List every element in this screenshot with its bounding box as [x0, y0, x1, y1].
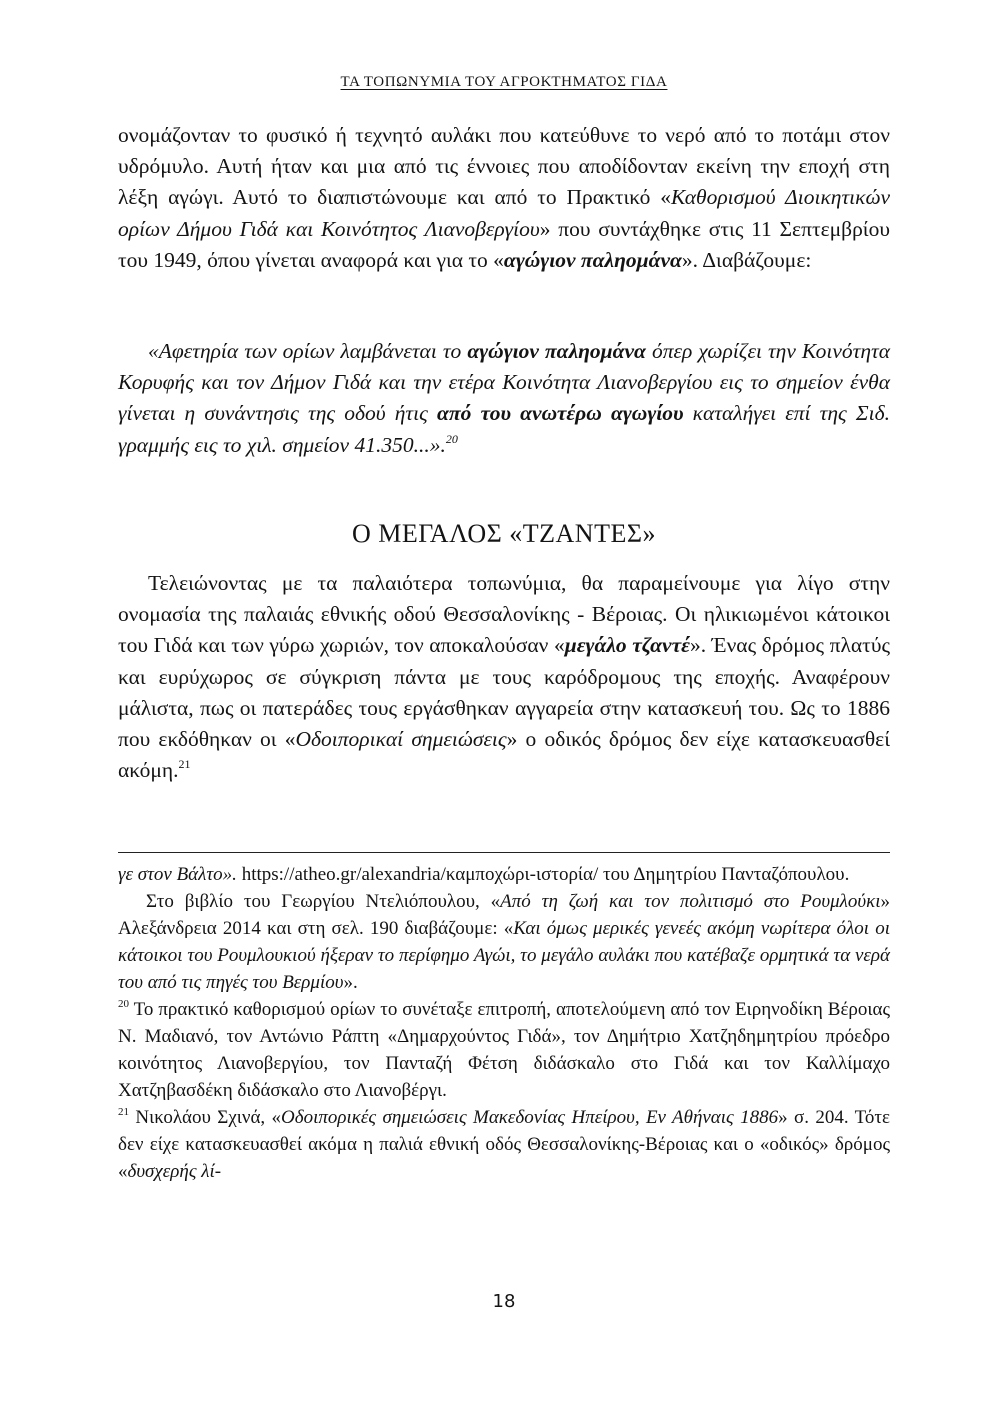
page-number: 18 [492, 1291, 516, 1312]
text-run: «Αφετηρία των ορίων λαμβάνεται το [148, 339, 468, 363]
footnote-ref-21: 21 [178, 757, 191, 772]
italic-text-run: Και όμως μερικές γενεές ακόμη νωρίτερα όλοι οι κάτοικοι του Ρουμλουκιού ήξεραν το περίφημο Αγώι, το μεγάλο αυλάκι που κατέβαζε ορμητικά τα νερά του από τις πηγές του Βερμίου [118, 918, 891, 993]
text-run: » σ. 204. Τότε δεν είχε κατασκευασθεί ακόμα η παλιά εθνική οδός Θεσσαλονίκης-Βέροιας και ο «οδικός» δρόμος « [118, 1107, 891, 1182]
italic-text-run: Οδοιπορικαί σημειώσεις [295, 727, 507, 752]
section-heading: Ο ΜΕΓΑΛΟΣ «ΤΖΑΝΤΕΣ» [352, 519, 656, 548]
bold-text-run: αγώγιον παληομάνα [467, 339, 646, 363]
bold-text-run: από του ανωτέρω αγωγίου [436, 401, 684, 426]
italic-text-run: γε στον Βάλτο». [118, 864, 237, 885]
text-run: » ο οδικός δρόμος δεν είχε κατασκευασθεί ακόμη. [118, 727, 890, 783]
italic-text-run: Από τη ζωή και τον πολιτισμό στο Ρουμλούκι [500, 891, 881, 912]
block-quote [118, 336, 890, 461]
footnote-continuation [118, 861, 890, 888]
footnote-21 [118, 1104, 890, 1185]
text-run: ». Διαβάζουμε: [681, 247, 812, 272]
text-run: » Αλεξάνδρεια 2014 και στη σελ. 190 διαβάζουμε: « [118, 891, 891, 939]
footnote-ref-20: 20 [445, 431, 458, 446]
body-paragraph-2 [118, 568, 890, 786]
body-paragraph-1 [118, 120, 890, 276]
italic-text-run: Οδοιπορικές σημειώσεις Μακεδονίας Ηπείρου, Εν Αθήναις 1886 [281, 1107, 779, 1128]
footnote-divider [118, 852, 890, 853]
footnote-number: 21 [118, 1106, 129, 1118]
bold-italic-text-run: μεγάλο τζαντέ [564, 633, 690, 658]
text-run: ». Ένας δρόμος πλατύς και ευρύχωρος σε σύγκριση πάντα με τους καρόδρομους της εποχής. Αναφέρουν μάλιστα, πως οι πατεράδες τους εργάσθηκαν αγγαρεία στην κατασκευή του. Ως το 1886 που εκδόθηκαν οι « [118, 633, 890, 752]
text-run: » που συντάχθηκε στις 11 Σεπτεμβρίου του 1949, όπου γίνεται αναφορά και για το « [118, 216, 890, 272]
text-run: Το πρακτικό καθορισμού ορίων το συνέταξε επιτροπή, αποτελούμενη από τον Ειρηνοδίκη Βέροιας Ν. Μαδιανό, τον Αντώνιο Ράπτη «Δημαρχούντος Γιδά», τον Δημήτριο Χατζηδημητρίου πρόεδρο κοινότητος Λιανοβεργίου, τον Πανταζή Φέτση διδάσκαλο στο Γιδά και τον Καλλίμαχο Χατζηβασδέκη διδάσκαλο στο Λιανοβέργι. [118, 999, 890, 1101]
footnote-number: 20 [118, 998, 129, 1010]
text-run: καταλήγει επί της Σιδ. γραμμής εις το χιλ. σημείον 41.350...». [118, 401, 890, 457]
italic-text-run: Καθορισμού Διοικητικών ορίων Δήμου Γιδά και Κοινότητος Λιανοβεργίου [118, 185, 890, 241]
running-header: ΤΑ ΤΟΠΩΝΥΜΙΑ ΤΟΥ ΑΓΡΟΚΤΗΜΑΤΟΣ ΓΙΔΑ [340, 74, 668, 90]
text-run: όπερ χωρίζει την Κοινότητα Κορυφής και τον Δήμον Γιδά και την ετέρα Κοινότητα Λιανοβεργίου εις το σημείον ένθα γίνεται η συνάντησις της οδού ήτις [118, 339, 890, 426]
text-run: ». [343, 972, 358, 993]
text-run: Νικολάου Σχινά, « [129, 1107, 282, 1128]
footnotes [118, 861, 890, 1185]
footnote-continuation-2 [118, 888, 890, 996]
text-run: Στο βιβλίο του Γεωργίου Ντελιόπουλου, « [146, 891, 501, 912]
italic-text-run: δυσχερής λί- [127, 1161, 222, 1182]
text-run: https://atheo.gr/alexandria/καμποχώρι-ιστορία/ του Δημητρίου Πανταζόπουλου. [236, 864, 850, 885]
bold-italic-text-run: αγώγιον παληομάνα [503, 247, 682, 272]
text-run: ονομάζονταν το φυσικό ή τεχνητό αυλάκι που κατεύθυνε το νερό από το ποτάμι στον υδρόμυλο. Αυτή ήταν και μια από τις έννοιες που αποδίδονταν εκείνη την εποχή στη λέξη αγώγι. Αυτό το διαπιστώνουμε και από το Πρακτικό « [118, 123, 890, 210]
footnote-20 [118, 996, 890, 1104]
text-run: Τελειώνοντας με τα παλαιότερα τοπωνύμια, θα παραμείνουμε για λίγο στην ονομασία της παλαιάς εθνικής οδού Θεσσαλονίκης - Βέροιας. Οι ηλικιωμένοι κάτοικοι του Γιδά και των γύρω χωριών, τον αποκαλούσαν « [118, 571, 890, 658]
book-page [118, 0, 890, 1418]
